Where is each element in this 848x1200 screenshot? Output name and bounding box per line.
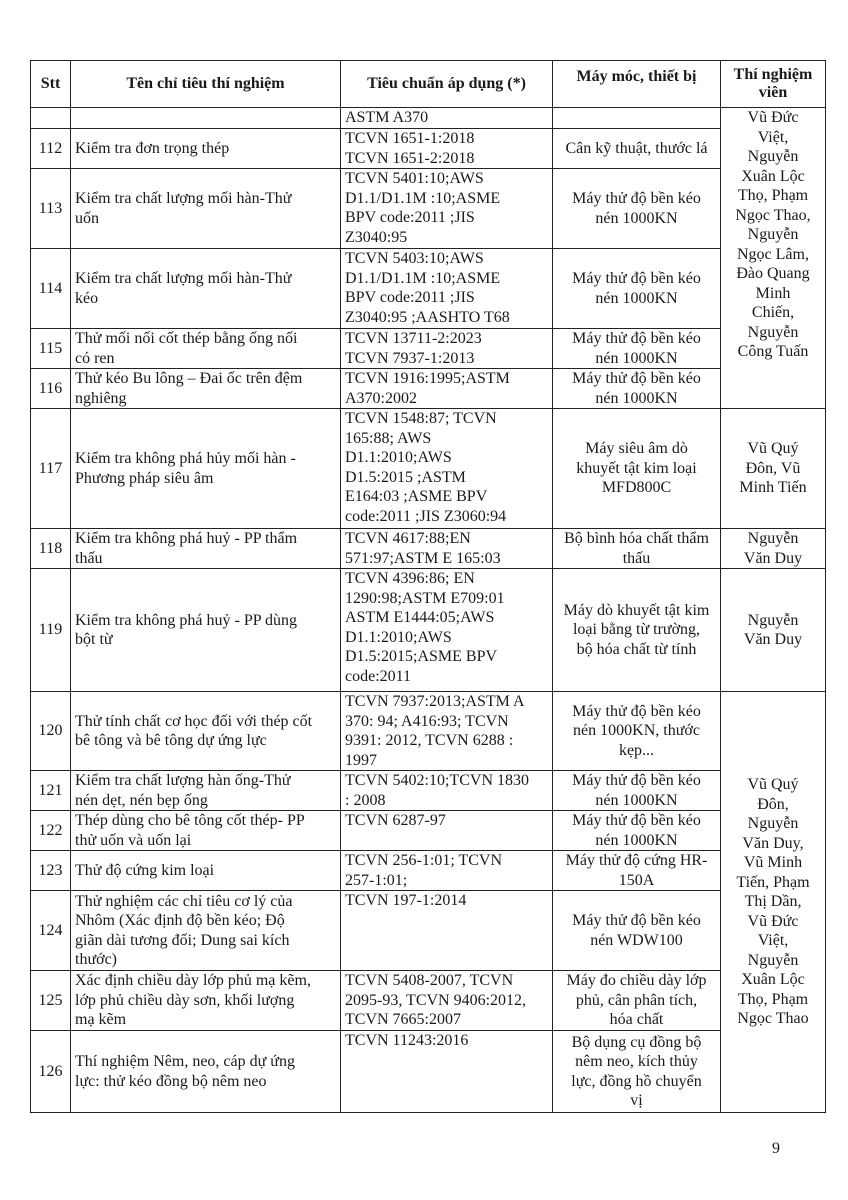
applied-standard-cell: TCVN 7937:2013;ASTM A 370: 94; A416:93; TCVN 9391: 2012, TCVN 6288 : 1997 [341, 692, 553, 771]
row-number-cell: 117 [31, 409, 71, 529]
applied-standard-cell: TCVN 4617:88;EN 571:97;ASTM E 165:03 [341, 529, 553, 569]
test-name-cell: Thử nghiệm các chỉ tiêu cơ lý của Nhôm (Xác định độ bền kéo; Độ giãn dài tương đối; Dung sai kích thước) [71, 891, 341, 971]
equipment-cell: Máy đo chiều dày lớp phủ, cân phân tích, hóa chất [553, 971, 721, 1031]
test-indicators-table [30, 60, 826, 1113]
technician-cell: Vũ Đức Việt, Nguyễn Xuân Lộc Thọ, Phạm Ngọc Thao, Nguyễn Ngọc Lâm, Đào Quang Minh Chiến, Nguyễn Công Tuấn [721, 108, 826, 409]
table-row [31, 108, 826, 129]
test-name-cell: Thí nghiệm Nêm, neo, cáp dự ứng lực: thử kéo đồng bộ nêm neo [71, 1031, 341, 1113]
table-row [31, 249, 826, 329]
equipment-cell [553, 108, 721, 129]
equipment-cell: Máy siêu âm dò khuyết tật kim loại MFD800C [553, 409, 721, 529]
equipment-cell: Máy thử độ bền kéo nén WDW100 [553, 891, 721, 971]
applied-standard-cell: TCVN 1651-1:2018 TCVN 1651-2:2018 [341, 129, 553, 169]
applied-standard-cell: ASTM A370 [341, 108, 553, 129]
test-name-cell: Thử mối nối cốt thép bằng ống nối có ren [71, 329, 341, 369]
equipment-cell: Máy thử độ bền kéo nén 1000KN, thước kẹp... [553, 692, 721, 771]
test-name-cell: Xác định chiều dày lớp phủ mạ kẽm, lớp phủ chiều dày sơn, khối lượng mạ kẽm [71, 971, 341, 1031]
test-name-cell: Thép dùng cho bê tông cốt thép- PP thử uốn và uốn lại [71, 811, 341, 851]
row-number-cell [31, 108, 71, 129]
row-number-cell: 115 [31, 329, 71, 369]
equipment-cell: Máy thử độ cứng HR- 150A [553, 851, 721, 891]
row-number-cell: 120 [31, 692, 71, 771]
applied-standard-cell: TCVN 5402:10;TCVN 1830 : 2008 [341, 771, 553, 811]
technician-cell: Nguyễn Văn Duy [721, 529, 826, 569]
table-row [31, 169, 826, 249]
equipment-cell: Máy thử độ bền kéo nén 1000KN [553, 771, 721, 811]
table-row [31, 409, 826, 529]
equipment-cell: Máy thử độ bền kéo nén 1000KN [553, 811, 721, 851]
table-row [31, 1031, 826, 1113]
applied-standard-cell: TCVN 11243:2016 [341, 1031, 553, 1113]
row-number-cell: 116 [31, 369, 71, 409]
table-row [31, 369, 826, 409]
equipment-cell: Cân kỹ thuật, thước lá [553, 129, 721, 169]
equipment-cell: Máy thử độ bền kéo nén 1000KN [553, 369, 721, 409]
technician-cell: Vũ Quý Đôn, Nguyễn Văn Duy, Vũ Minh Tiến, Phạm Thị Dần, Vũ Đức Việt, Nguyễn Xuân Lộc Thọ, Phạm Ngọc Thao [721, 692, 826, 1113]
table-header-row [31, 61, 826, 108]
test-name-cell [71, 108, 341, 129]
applied-standard-cell: TCVN 4396:86; EN 1290:98;ASTM E709:01 ASTM E1444:05;AWS D1.1:2010;AWS D1.5:2015;ASME BPV code:2011 [341, 569, 553, 692]
equipment-cell: Máy thử độ bền kéo nén 1000KN [553, 249, 721, 329]
applied-standard-cell: TCVN 5401:10;AWS D1.1/D1.1M :10;ASME BPV code:2011 ;JIS Z3040:95 [341, 169, 553, 249]
test-name-cell: Kiểm tra không phá huỷ - PP thẩm thấu [71, 529, 341, 569]
applied-standard-cell: TCVN 197-1:2014 [341, 891, 553, 971]
row-number-cell: 121 [31, 771, 71, 811]
row-number-cell: 113 [31, 169, 71, 249]
test-name-cell: Thử tính chất cơ học đối với thép cốt bê tông và bê tông dự ứng lực [71, 692, 341, 771]
test-name-cell: Kiểm tra không phá huỷ - PP dùng bột từ [71, 569, 341, 692]
applied-standard-cell: TCVN 1548:87; TCVN 165:88; AWS D1.1:2010;AWS D1.5:2015 ;ASTM E164:03 ;ASME BPV code:2011 ;JIS Z3060:94 [341, 409, 553, 529]
page-number: 9 [772, 1140, 780, 1157]
table-row [31, 851, 826, 891]
row-number-cell: 118 [31, 529, 71, 569]
header-standard: Tiêu chuẩn áp dụng (*) [341, 61, 553, 108]
table-row [31, 811, 826, 851]
table-row [31, 569, 826, 692]
equipment-cell: Máy thử độ bền kéo nén 1000KN [553, 169, 721, 249]
test-name-cell: Kiểm tra đơn trọng thép [71, 129, 341, 169]
header-equipment: Máy móc, thiết bị [553, 61, 721, 108]
test-name-cell: Thử kéo Bu lông – Đai ốc trên đệm nghiêng [71, 369, 341, 409]
row-number-cell: 123 [31, 851, 71, 891]
applied-standard-cell: TCVN 6287-97 [341, 811, 553, 851]
table-row [31, 692, 826, 771]
applied-standard-cell: TCVN 5408-2007, TCVN 2095-93, TCVN 9406:2012, TCVN 7665:2007 [341, 971, 553, 1031]
row-number-cell: 124 [31, 891, 71, 971]
equipment-cell: Bộ bình hóa chất thẩm thấu [553, 529, 721, 569]
table-row [31, 529, 826, 569]
table-row [31, 891, 826, 971]
header-stt: Stt [31, 61, 71, 108]
equipment-cell: Máy dò khuyết tật kim loại bằng từ trường, bộ hóa chất từ tính [553, 569, 721, 692]
row-number-cell: 126 [31, 1031, 71, 1113]
technician-cell: Nguyễn Văn Duy [721, 569, 826, 692]
equipment-cell: Máy thử độ bền kéo nén 1000KN [553, 329, 721, 369]
technician-cell: Vũ Quý Đôn, Vũ Minh Tiến [721, 409, 826, 529]
row-number-cell: 125 [31, 971, 71, 1031]
header-staff: Thí nghiệm viên [721, 61, 826, 108]
test-name-cell: Kiểm tra chất lượng mối hàn-Thử kéo [71, 249, 341, 329]
table-row [31, 129, 826, 169]
header-test-name: Tên chỉ tiêu thí nghiệm [71, 61, 341, 108]
test-name-cell: Kiểm tra chất lượng hàn ống-Thử nén dẹt, nén bẹp ống [71, 771, 341, 811]
table-row [31, 771, 826, 811]
applied-standard-cell: TCVN 256-1:01; TCVN 257-1:01; [341, 851, 553, 891]
test-name-cell: Kiểm tra không phá hủy mối hàn - Phương pháp siêu âm [71, 409, 341, 529]
table-row [31, 329, 826, 369]
row-number-cell: 119 [31, 569, 71, 692]
test-name-cell: Thử độ cứng kim loại [71, 851, 341, 891]
applied-standard-cell: TCVN 5403:10;AWS D1.1/D1.1M :10;ASME BPV code:2011 ;JIS Z3040:95 ;AASHTO T68 [341, 249, 553, 329]
row-number-cell: 112 [31, 129, 71, 169]
equipment-cell: Bộ dụng cụ đồng bộ nêm neo, kích thủy lực, đồng hồ chuyển vị [553, 1031, 721, 1113]
row-number-cell: 114 [31, 249, 71, 329]
row-number-cell: 122 [31, 811, 71, 851]
table-row [31, 971, 826, 1031]
test-name-cell: Kiểm tra chất lượng mối hàn-Thử uốn [71, 169, 341, 249]
applied-standard-cell: TCVN 13711-2:2023 TCVN 7937-1:2013 [341, 329, 553, 369]
applied-standard-cell: TCVN 1916:1995;ASTM A370:2002 [341, 369, 553, 409]
